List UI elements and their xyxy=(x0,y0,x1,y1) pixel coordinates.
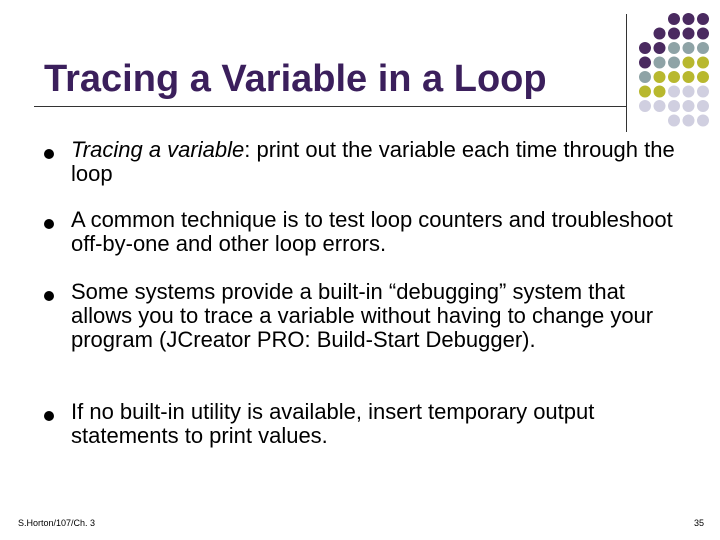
decorative-dot xyxy=(639,42,651,54)
decorative-dot xyxy=(668,57,680,69)
decorative-dot-grid xyxy=(0,0,720,140)
decorative-dot xyxy=(683,13,695,25)
decorative-dot xyxy=(654,86,666,98)
bullet-dot xyxy=(44,291,54,301)
decorative-dot xyxy=(697,100,709,112)
bullet-text: A common technique is to test loop counters and troubleshoot off-by-one and other loop errors. xyxy=(71,207,673,256)
decorative-dot xyxy=(697,86,709,98)
decorative-dot xyxy=(668,13,680,25)
decorative-dot xyxy=(668,100,680,112)
decorative-dot xyxy=(639,86,651,98)
bullet-dot xyxy=(44,149,54,159)
decorative-dot xyxy=(639,57,651,69)
decorative-dot xyxy=(639,71,651,83)
slide-footer: S.Horton/107/Ch. 3 xyxy=(18,518,96,528)
decorative-dot xyxy=(697,115,709,127)
page-number: 35 xyxy=(693,518,704,528)
decorative-dot xyxy=(654,100,666,112)
decorative-dot xyxy=(654,42,666,54)
bullet-text: Tracing a variable: print out the variable each time through the loop xyxy=(71,137,675,186)
decorative-dot xyxy=(683,28,695,40)
bullet-text: Some systems provide a built-in “debugging” system that allows you to trace a variable without having to change your program (JCreator PRO: Build-Start Debugger). xyxy=(71,279,654,352)
bullet-dot xyxy=(44,411,54,421)
decorative-dot xyxy=(668,42,680,54)
decorative-dot xyxy=(697,57,709,69)
decorative-dot xyxy=(668,71,680,83)
decorative-dot xyxy=(683,115,695,127)
decorative-dot xyxy=(668,115,680,127)
decorative-dot xyxy=(683,100,695,112)
decorative-dot xyxy=(683,71,695,83)
decorative-dot xyxy=(654,57,666,69)
slide-title: Tracing a Variable in a Loop xyxy=(44,58,547,100)
decorative-dot xyxy=(697,28,709,40)
decorative-dot xyxy=(683,57,695,69)
decorative-dot xyxy=(683,86,695,98)
bullet-dot xyxy=(44,219,54,229)
decorative-dot xyxy=(697,13,709,25)
decorative-dot xyxy=(683,42,695,54)
decorative-dot xyxy=(697,71,709,83)
bullet-text: If no built-in utility is available, insert temporary output statements to print values. xyxy=(71,399,595,448)
decorative-dot xyxy=(668,86,680,98)
decorative-dot xyxy=(654,28,666,40)
decorative-dot xyxy=(668,28,680,40)
decorative-dot xyxy=(697,42,709,54)
bullet-term: Tracing a variable xyxy=(71,137,245,162)
decorative-dot xyxy=(639,100,651,112)
decorative-dot xyxy=(654,71,666,83)
